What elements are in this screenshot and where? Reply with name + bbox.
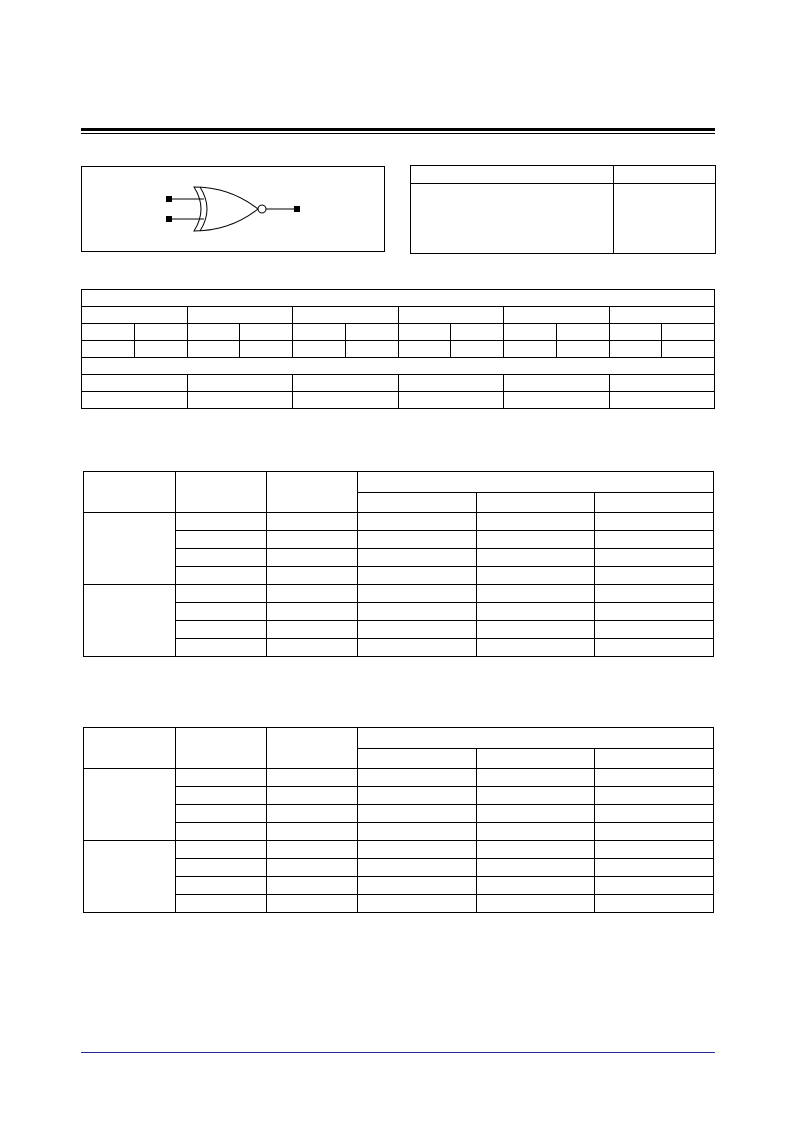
truth-table-subheader <box>398 324 451 341</box>
table-cell <box>358 549 477 567</box>
truth-table-section-value <box>293 375 399 392</box>
table-cell <box>477 895 595 913</box>
truth-table-group <box>609 307 715 324</box>
table-cell <box>477 603 595 621</box>
truth-table-title <box>82 290 715 307</box>
table-cell <box>267 769 358 787</box>
truth-table-value <box>398 341 451 358</box>
table-cell <box>595 787 714 805</box>
table-cell <box>267 787 358 805</box>
table-cell <box>176 841 267 859</box>
characteristics-table-1 <box>83 471 714 657</box>
table-cell <box>267 639 358 657</box>
table-cell <box>477 841 595 859</box>
table-cell <box>477 549 595 567</box>
table-cell <box>595 585 714 603</box>
truth-table-subheader <box>82 324 135 341</box>
table-cell <box>176 859 267 877</box>
table-cell <box>358 603 477 621</box>
table-header-cell <box>267 472 358 513</box>
logic-symbol-box <box>81 166 385 252</box>
header-rule-thin <box>81 133 715 134</box>
table-group-label <box>84 769 176 841</box>
table-cell <box>267 841 358 859</box>
table-cell <box>358 823 477 841</box>
pin-table-cell <box>614 184 716 254</box>
truth-table-section-value <box>398 375 504 392</box>
truth-table-group <box>293 307 399 324</box>
table-cell <box>176 895 267 913</box>
truth-table-value <box>187 341 240 358</box>
table-cell <box>176 567 267 585</box>
table-cell <box>595 769 714 787</box>
nor-gate-icon <box>82 167 386 253</box>
table-cell <box>176 823 267 841</box>
table-cell <box>477 823 595 841</box>
truth-table-value <box>240 341 293 358</box>
truth-table-value <box>345 341 398 358</box>
table-cell <box>176 603 267 621</box>
truth-table-value <box>451 341 504 358</box>
table-subheader-cell <box>358 493 477 513</box>
table-cell <box>267 823 358 841</box>
table-cell <box>176 585 267 603</box>
table-cell <box>595 621 714 639</box>
table-subheader-cell <box>595 749 714 769</box>
truth-table-section-value <box>398 392 504 409</box>
table-header-cell <box>358 472 714 493</box>
table-cell <box>358 841 477 859</box>
table-cell <box>595 805 714 823</box>
table-cell <box>477 805 595 823</box>
truth-table-group <box>504 307 610 324</box>
table-cell <box>358 787 477 805</box>
table-cell <box>267 531 358 549</box>
table-cell <box>477 877 595 895</box>
table-cell <box>267 877 358 895</box>
truth-table-value <box>504 341 557 358</box>
table-cell <box>477 585 595 603</box>
table-cell <box>477 859 595 877</box>
table-cell <box>176 787 267 805</box>
table-header-cell <box>84 728 176 769</box>
truth-table-value <box>134 341 187 358</box>
table-cell <box>595 823 714 841</box>
truth-table-subheader <box>504 324 557 341</box>
table-cell <box>358 531 477 549</box>
table-header-cell <box>176 728 267 769</box>
truth-table <box>81 289 715 409</box>
table-cell <box>477 787 595 805</box>
table-cell <box>358 877 477 895</box>
pin-description-table <box>410 165 716 254</box>
footer-rule <box>81 1052 715 1053</box>
pin-table-cell <box>411 184 614 254</box>
table-cell <box>176 513 267 531</box>
input-a-pin <box>166 196 172 202</box>
truth-table-subheader <box>293 324 346 341</box>
truth-table-section-value <box>82 392 188 409</box>
truth-table-value <box>293 341 346 358</box>
table-cell <box>176 549 267 567</box>
truth-table-subheader <box>240 324 293 341</box>
truth-table-section-value <box>504 392 610 409</box>
truth-table-value <box>662 341 715 358</box>
table-cell <box>176 769 267 787</box>
truth-table-value <box>556 341 609 358</box>
truth-table-value <box>82 341 135 358</box>
truth-table-subheader <box>345 324 398 341</box>
truth-table-subheader <box>662 324 715 341</box>
truth-table-subheader <box>609 324 662 341</box>
table-cell <box>267 859 358 877</box>
table-cell <box>595 549 714 567</box>
table-cell <box>595 877 714 895</box>
truth-table-section-value <box>293 392 399 409</box>
table-cell <box>358 513 477 531</box>
truth-table-section-value <box>187 392 293 409</box>
table-cell <box>267 603 358 621</box>
table-cell <box>358 769 477 787</box>
truth-table-section-title <box>82 358 715 375</box>
output-pin <box>294 206 300 212</box>
pin-table-header-desc <box>614 166 716 184</box>
table-cell <box>595 603 714 621</box>
table-cell <box>477 769 595 787</box>
table-cell <box>358 585 477 603</box>
truth-table-section-value <box>609 375 715 392</box>
table-cell <box>595 639 714 657</box>
table-header-cell <box>84 472 176 513</box>
table-cell <box>358 567 477 585</box>
table-cell <box>477 639 595 657</box>
table-cell <box>595 513 714 531</box>
table-cell <box>477 531 595 549</box>
table-cell <box>267 621 358 639</box>
characteristics-table-2 <box>83 727 714 913</box>
truth-table-subheader <box>134 324 187 341</box>
table-cell <box>358 639 477 657</box>
table-cell <box>358 621 477 639</box>
table-cell <box>176 639 267 657</box>
table-group-label <box>84 513 176 585</box>
table-cell <box>176 531 267 549</box>
table-cell <box>477 621 595 639</box>
truth-table-section-value <box>609 392 715 409</box>
table-cell <box>267 513 358 531</box>
input-b-pin <box>166 216 172 222</box>
table-header-cell <box>176 472 267 513</box>
truth-table-subheader <box>187 324 240 341</box>
table-header-cell <box>358 728 714 749</box>
truth-table-subheader <box>451 324 504 341</box>
truth-table-section-value <box>82 375 188 392</box>
table-cell <box>358 895 477 913</box>
table-cell <box>477 567 595 585</box>
table-subheader-cell <box>477 749 595 769</box>
table-cell <box>176 877 267 895</box>
table-cell <box>595 567 714 585</box>
truth-table-section-value <box>187 375 293 392</box>
table-subheader-cell <box>595 493 714 513</box>
table-cell <box>477 513 595 531</box>
pin-table-header-name <box>411 166 614 184</box>
table-cell <box>595 859 714 877</box>
table-cell <box>267 585 358 603</box>
table-cell <box>595 895 714 913</box>
truth-table-group <box>398 307 504 324</box>
table-cell <box>267 895 358 913</box>
table-cell <box>358 859 477 877</box>
table-cell <box>267 567 358 585</box>
table-group-label <box>84 841 176 913</box>
table-cell <box>267 549 358 567</box>
inversion-bubble <box>258 205 266 213</box>
table-cell <box>595 531 714 549</box>
table-subheader-cell <box>477 493 595 513</box>
table-cell <box>176 621 267 639</box>
truth-table-group <box>187 307 293 324</box>
truth-table-subheader <box>556 324 609 341</box>
header-rule-thick <box>81 128 715 131</box>
truth-table-group <box>82 307 188 324</box>
truth-table-section-value <box>504 375 610 392</box>
table-cell <box>595 841 714 859</box>
table-group-label <box>84 585 176 657</box>
table-cell <box>176 805 267 823</box>
table-cell <box>267 805 358 823</box>
table-header-cell <box>267 728 358 769</box>
table-subheader-cell <box>358 749 477 769</box>
truth-table-value <box>609 341 662 358</box>
table-cell <box>358 805 477 823</box>
